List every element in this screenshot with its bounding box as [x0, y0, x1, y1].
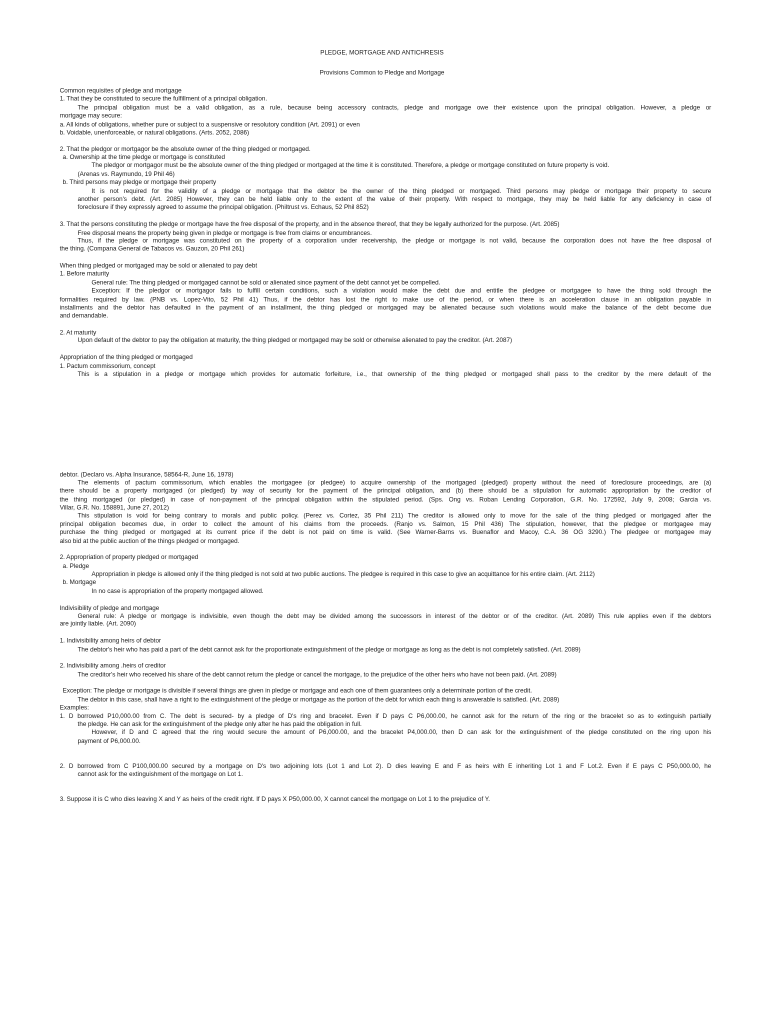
text-line: mortgage may secure: — [59, 112, 123, 120]
text-line: b. Voidable, unenforceable, or natural obligations. (Arts. 2052, 2086) — [59, 129, 250, 137]
document-title: PLEDGE, MORTGAGE AND ANTICHRESIS — [320, 49, 444, 57]
text-line: 2. That the pledgor or mortgagor be the absolute owner of the thing pledged or mortgaged. — [59, 145, 311, 153]
text-line: b. Third persons may pledge or mortgage their property — [62, 179, 217, 187]
text-line: principal obligation becomes due, in order to collect the amount of his claims from the proceeds. (Ranjo vs. Salmon, 15 Phil 436) The stipulation, however, that the pledgee or mortgagee may — [59, 521, 712, 529]
text-line: 1. Pactum commissorium, concept — [59, 362, 156, 370]
text-line: Appropriation of the thing pledged or mortgaged — [59, 354, 193, 362]
text-line: When thing pledged or mortgaged may be sold or alienated to pay debt — [59, 262, 258, 270]
text-line: a. All kinds of obligations, whether pure or subject to a suspensive or resolutory condition (Art. 2091) or even — [59, 120, 360, 128]
text-line: The debtor in this case, shall have a right to the extinguishment of the pledge or mortgage as the portion of the debt for which each thing is answerable is satisfied. (Art. 2089) — [77, 696, 560, 704]
text-line: formalities required by law. (PNB vs. Lopez-Vito, 52 Phil 41) Thus, if the debtor has lost the right to make use of the period, or when there is an acceleration clause in an obligation payable in — [59, 295, 712, 303]
text-line: a. Ownership at the time pledge or mortgage is constituted — [62, 154, 225, 162]
text-line: However, if D and C agreed that the ring would secure the amount of P6,000.00, and the bracelet P4,000.00, then D can ask for the extinguishment of the pledge constituted on the ring upon his — [91, 729, 712, 737]
text-line: Indivisibility of pledge and mortgage — [59, 604, 160, 612]
text-line: This is a stipulation in a pledge or mortgage which provides for automatic forfeiture, i.e., that ownership of the thing pledged or mortgaged shall pass to the creditor by the mere default of the — [77, 370, 712, 378]
text-line: It is not required for the validity of a pledge or mortgage that the debtor be the owner of the thing pledged or mortgaged. Third persons may pledge or mortgage their property to secure — [91, 187, 712, 195]
text-line: b. Mortgage — [62, 579, 97, 587]
text-line: General rule: A pledge or mortgage is indivisible, even though the debt may be divided among the successors in interest of the debtor or of the creditor. (Art. 2089) This rule applies even if the debtors — [77, 612, 712, 620]
text-line: Free disposal means the property being given in pledge or mortgage is free from claims or encumbrances. — [77, 229, 372, 237]
text-line: foreclosure if they expressly agreed to assume the principal obligation. (Philtrust vs. Echaus, 52 Phil 852) — [77, 204, 369, 212]
text-line: 1. Before maturity — [59, 270, 110, 278]
text-line: 2. Appropriation of property pledged or mortgaged — [59, 554, 199, 562]
text-line: there should be a property mortgaged (or pledged) by way of security for the payment of the principal obligation, and (b) there should be a stipulation for automatic appropriation by the creditor of — [59, 487, 712, 495]
text-line: The elements of pactum commissorium, which enables the mortgagee (or pledgee) to acquire ownership of the mortgaged (pledged) property without the need of foreclosure proceedings, are (a) — [77, 479, 712, 487]
text-line: 1. D borrowed P10,000.00 from C. The debt is secured- by a pledge of D's ring and bracelet. Even if D pays C P6,000.00, he cannot ask for the return of the ring or the bracelet so as to extinguish partially — [59, 712, 712, 720]
text-line: the pledge. He can ask for the extinguishment of the pledge only after he has paid the obligation in full. — [77, 721, 362, 729]
text-line: Exception: The pledge or mortgage is divisible if several things are given in pledge or mortgage and each one of them guarantees only a determinate portion of the credit. — [62, 687, 532, 695]
text-line: 2. At maturity — [59, 329, 97, 337]
text-line: Examples: — [59, 704, 89, 712]
text-line: Upon default of the debtor to pay the obligation at maturity, the thing pledged or mortgaged may be sold or otherwise alienated to pay the creditor. (Art. 2087) — [77, 337, 513, 345]
text-line: Exception: If the pledgor or mortgagor fails to fulfill certain conditions, such a violation would make the debt due and entitle the pledgee or mortgagee to have the thing sold through the — [91, 287, 712, 295]
text-line: The creditor's heir who received his share of the debt cannot return the pledge or cancel the mortgage, to the prejudice of the other heirs who have not been paid. (Art. 2089) — [77, 671, 557, 679]
text-line: 3. That the persons constituting the pledge or mortgage have the free disposal of the property, and in the absence thereof, that they be legally authorized for the purpose. (Art. 2085) — [59, 220, 560, 228]
text-line: The debtor's heir who has paid a part of the debt cannot ask for the proportionate extinguishment of the pledge or mortgage as long as the debt is not completely satisfied. (Art. 2089) — [77, 646, 581, 654]
text-line: the thing. (Compana General de Tabacos vs. Gauzon, 20 Phil 261) — [59, 245, 245, 253]
text-line: debtor. (Declaro vs. Alpha Insurance, 58564-R, June 16, 1978) — [59, 471, 234, 478]
text-line: 2. Indivisibility among .heirs of creditor — [59, 662, 166, 670]
text-line: purchase the thing pledged or mortgaged at its current price if the debt is not paid on time is valid. (See Warner-Barns vs. Buenaflor and Macoy, C.A. 36 OG 3290.) The pledgee or mortgagee may — [59, 529, 712, 537]
text-line: 2. D borrowed from C P100,000.00 secured by a mortgage on D's two adjoining lots (Lot 1 and Lot 2). D dies leaving E and F as heirs with E inheriting Lot 1 and F Lot.2. Even if E pays C P50,000.00, he — [59, 762, 712, 770]
document-subtitle: Provisions Common to Pledge and Mortgage — [319, 69, 445, 77]
text-line: The principal obligation must be a valid obligation, as a rule, because being accessory contracts, pledge and mortgage owe their existence upon the principal obligation. However, a pledge or — [77, 104, 712, 112]
text-line: General rule: The thing pledged or mortgaged cannot be sold or alienated since payment of the debt cannot yet be compelled. — [91, 279, 441, 287]
text-line: also bid at the public auction of the things pledged or mortgaged. — [59, 537, 240, 545]
text-line: payment of P6,000.00. — [77, 737, 141, 745]
text-line: Thus, if the pledge or mortgage was constituted on the property of a corporation under receivership, the pledge or mortgage is not valid, because the corporation does not have the free disposal of — [77, 237, 712, 245]
text-line: In no case is appropriation of the property mortgaged allowed. — [91, 587, 264, 595]
text-line: the thing mortgaged (or pledged) in case of non-payment of the principal obligation within the stipulated period. (Sps. Ong vs. Roban Lending Corporation, G.R. No. 172592, July 9, 2008; Garcia vs. — [59, 495, 712, 503]
text-line: another person's debt. (Art. 2085) However, they can be held liable only to the extent of the value of their property. With respect to mortgage, they may be held liable for any deficiency in case of — [77, 195, 712, 203]
text-line: Villar, G.R. No. 158891, June 27, 2012) — [59, 504, 169, 512]
text-line: cannot ask for the extinguishment of the mortgage on Lot 1. — [77, 771, 244, 779]
text-line: installments and the debtor has defaulted in the payment of an installment, the thing pledged or mortgaged may be alienated because such violations would make the balance of the debt become due — [59, 304, 712, 312]
text-line: and demandable. — [59, 312, 109, 320]
text-line: The pledgor or mortgagor must be the absolute owner of the thing pledged or mortgaged at the time it is constituted. Therefore, a pledge or mortgage constituted on future property is void. — [91, 162, 610, 170]
text-line: Common requisites of pledge and mortgage — [59, 87, 182, 95]
text-line: are jointly liable. (Art. 2090) — [59, 621, 136, 629]
text-line: a. Pledge — [62, 562, 90, 570]
text-line: 1. That they be constituted to secure the fulfillment of a principal obligation. — [59, 95, 268, 103]
text-line: 1. Indivisibility among heirs of debtor — [59, 637, 162, 645]
text-line: Appropriation in pledge is allowed only if the thing pledged is not sold at two public auctions. The pledgee is required in this case to give an acquittance for his entire claim. (Art. 2112) — [91, 571, 595, 578]
text-line: This stipulation is void for being contrary to morals and public policy. (Perez vs. Cortez, 35 Phil 211) The creditor is allowed only to move for the sale of the thing pledged or mortgaged after the — [77, 512, 712, 520]
text-line: 3. Suppose it is C who dies leaving X and Y as heirs of the credit right. If D pays X P50,000.00, X cannot cancel the mortgage on Lot 1 to the prejudice of Y. — [59, 796, 490, 804]
text-line: (Arenas vs. Raymundo, 19 Phil 46) — [77, 170, 175, 178]
